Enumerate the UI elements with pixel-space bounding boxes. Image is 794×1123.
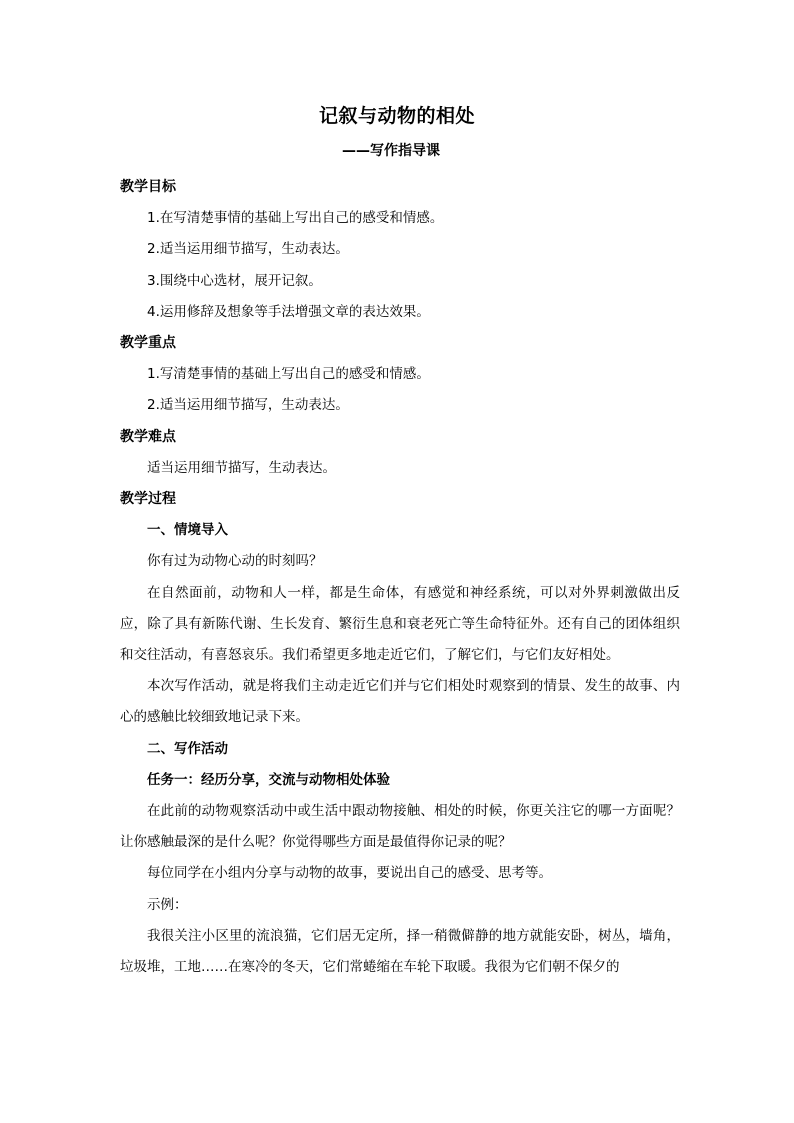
example-label: 示例： [147, 896, 188, 913]
section-heading-goals: 教学目标 [120, 179, 176, 195]
list-item: 2.适当运用细节描写，生动表达。 [147, 397, 349, 414]
section-heading-key-points: 教学重点 [120, 335, 176, 352]
list-item: 1.在写清楚事情的基础上写出自己的感受和情感。 [147, 210, 444, 227]
list-item: 3.围绕中心选材，展开记叙。 [147, 272, 322, 289]
subsection-heading-intro: 一、情境导入 [147, 522, 228, 539]
list-item: 适当运用细节描写，生动表达。 [147, 459, 336, 476]
list-item: 4.运用修辞及想象等手法增强文章的表达效果。 [147, 303, 430, 320]
list-item: 2.适当运用细节描写，生动表达。 [147, 241, 349, 258]
section-heading-process: 教学过程 [120, 491, 176, 508]
page-title: 记叙与动物的相处 [318, 105, 475, 127]
paragraph: 你有过为动物心动的时刻吗？ [147, 553, 323, 570]
page-subtitle: ——写作指导课 [342, 143, 440, 159]
subsection-heading-writing: 二、写作活动 [147, 740, 228, 757]
task-heading: 任务一：经历分享，交流与动物相处体验 [147, 771, 390, 788]
paragraph: 每位同学在小组内分享与动物的故事，要说出自己的感受、思考等。 [147, 865, 552, 882]
paragraph: 本次写作活动，就是将我们主动走近它们并与它们相处时观察到的情景、发生的故事、内心的感触比较细致地记录下来。 [120, 678, 680, 726]
paragraph: 我很关注小区里的流浪猫，它们居无定所，择一稍微僻静的地方就能安卧，树丛，墙角，垃圾堆，工地……在寒冷的冬天，它们常蜷缩在车轮下取暖。我很为它们朝不保夕的 [120, 927, 680, 976]
list-item: 1.写清楚事情的基础上写出自己的感受和情感。 [147, 366, 430, 383]
document-body [120, 172, 680, 983]
paragraph: 在自然面前，动物和人一样，都是生命体，有感觉和神经系统，可以对外界刺激做出反应，除了具有新陈代谢、生长发育、繁衍生息和衰老死亡等生命特征外。还有自己的团体组织和交往活动，有喜怒哀乐。我们希望更多地走近它们，了解它们，与它们友好相处。 [120, 584, 680, 664]
section-heading-difficulties: 教学难点 [120, 428, 176, 445]
paragraph: 在此前的动物观察活动中或生活中跟动物接触、相处的时候，你更关注它的哪一方面呢？让你感触最深的是什么呢？你觉得哪些方面是最值得你记录的呢？ [120, 803, 680, 851]
